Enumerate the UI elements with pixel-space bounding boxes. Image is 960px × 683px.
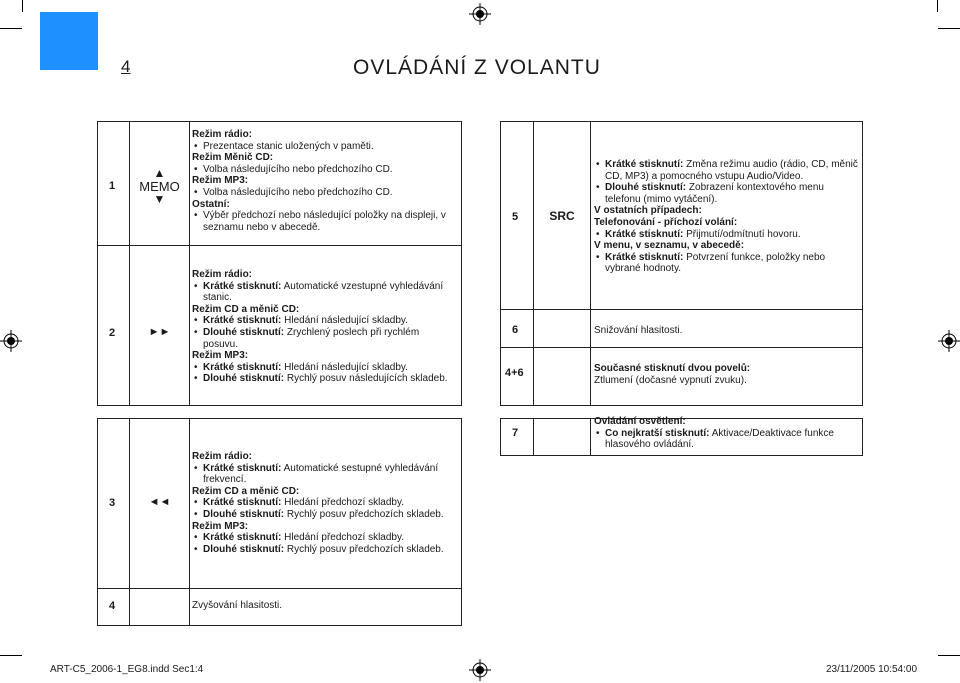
column-divider: [189, 121, 190, 406]
bullet-item: [192, 497, 456, 509]
mode-heading: Ovládání osvětlení:: [594, 416, 686, 427]
press-type-label: Krátké stisknutí:: [203, 462, 282, 474]
bullet-item: • Volba následujícího nebo předchozího CD.: [192, 164, 456, 176]
bullet-item: [594, 229, 858, 241]
press-type-label: Krátké stisknutí:: [605, 251, 684, 263]
bullet-item: • Volba následujícího nebo předchozího CD.: [192, 187, 456, 199]
press-action-text: Hledání předchozí skladby.: [281, 532, 405, 544]
column-divider: [129, 418, 130, 589]
row-4-description: [192, 600, 456, 612]
mode-heading: V ostatních případech:: [594, 205, 702, 217]
registration-mark-icon: [469, 659, 491, 681]
arrow-down-icon: ▼: [153, 192, 166, 206]
press-type-label: Dlouhé stisknutí:: [203, 508, 285, 520]
page-number: 4: [121, 57, 131, 76]
registration-mark-icon: [0, 330, 22, 352]
mode-heading: Režim rádio:: [192, 269, 253, 280]
mode-heading: Telefonování - příchozí volání:: [594, 216, 738, 228]
crop-mark: [0, 28, 22, 29]
description-text: Zvyšování hlasitosti.: [192, 600, 283, 611]
row-divider: [500, 347, 863, 348]
row-number-3: 3: [109, 497, 116, 509]
mode-heading: Režim MP3:: [192, 350, 249, 362]
bullet-item: [594, 159, 858, 182]
footer-file-info: ART-C5_2006-1_EG8.indd Sec1:4: [50, 664, 204, 675]
fast-forward-icon: ►►: [148, 326, 171, 338]
bullet-item: [192, 362, 456, 374]
row-5-description: [594, 159, 858, 275]
page-title: OVLÁDÁNÍ Z VOLANTU: [353, 56, 601, 79]
row-number-1: 1: [109, 180, 116, 192]
footer-date: 23/11/2005 10:54:00: [826, 664, 918, 675]
column-divider: [189, 588, 190, 626]
row-number-7: 7: [512, 427, 519, 439]
press-action-text: Hledání následující skladby.: [281, 315, 408, 327]
column-divider: [590, 418, 591, 456]
press-action-text: Zobrazení kontextového menu telefonu (mimo vytáčení).: [605, 182, 824, 205]
bullet-item: [594, 252, 858, 275]
blue-color-block: [40, 12, 98, 70]
bullet-item: • Prezentace stanic uložených v paměti.: [192, 141, 456, 153]
row-number-5: 5: [512, 211, 519, 223]
press-action-text: Přijmutí/odmítnutí hovoru.: [683, 228, 801, 240]
bullet-item: [192, 532, 456, 544]
bullet-item: [192, 373, 456, 385]
press-type-label: Krátké stisknutí:: [605, 228, 684, 240]
crop-mark: [938, 28, 960, 29]
mode-heading: Režim MP3:: [192, 520, 249, 532]
row-3-description: [192, 451, 456, 555]
press-action-text: Automatické sestupné vyhledávání frekvencí.: [203, 462, 439, 486]
bullet-item: [192, 544, 456, 556]
bullet-item: • Výběr předchozí nebo následující položky na displeji, v seznamu nebo v abecedě.: [192, 210, 456, 233]
crop-mark: [937, 0, 938, 12]
press-action-text: Rychlý posuv následujících skladeb.: [284, 373, 448, 385]
column-divider: [590, 121, 591, 406]
bullet-item: [192, 509, 456, 521]
src-button-label: SRC: [549, 209, 575, 223]
mode-heading: Ostatní:: [192, 198, 230, 210]
mode-heading: Režim rádio:: [192, 129, 253, 140]
description-text: Ztlumení (dočasné vypnutí zvuku).: [594, 374, 747, 386]
bullet-item: [192, 315, 456, 327]
bullet-item: [594, 182, 858, 205]
press-type-label: Dlouhé stisknutí:: [203, 543, 285, 555]
arrow-up-icon: ▲: [153, 166, 166, 180]
press-action-text: Zrychlený poslech při rychlém posuvu.: [203, 326, 420, 350]
registration-mark-icon: [938, 330, 960, 352]
row-number-4-6: 4+6: [505, 367, 524, 379]
registration-mark-icon: [469, 3, 491, 25]
row-number-6: 6: [512, 324, 519, 336]
mode-heading: Režim CD a měnič CD:: [192, 303, 300, 315]
bullet-item: [192, 327, 456, 350]
column-divider: [533, 121, 534, 406]
press-action-text: Aktivace/Deaktivace funkce hlasového ovládání.: [605, 427, 834, 451]
bullet-item: [594, 428, 858, 451]
press-action-text: Automatické vzestupné vyhledávání stanic.: [203, 280, 444, 304]
press-action-text: Rychlý posuv předchozích skladeb.: [284, 508, 444, 520]
mode-heading: Režim Měnič CD:: [192, 152, 274, 164]
column-divider: [129, 588, 130, 626]
press-action-text: Hledání následující skladby.: [281, 361, 408, 373]
crop-mark: [938, 655, 960, 656]
press-type-label: Krátké stisknutí:: [203, 532, 282, 544]
row-1-description: [192, 129, 456, 233]
press-type-label: Dlouhé stisknutí:: [203, 373, 285, 385]
column-divider: [189, 418, 190, 589]
description-text: Snižování hlasitosti.: [594, 325, 683, 336]
bullet-item: [192, 281, 456, 304]
press-action-text: Rychlý posuv předchozích skladeb.: [284, 543, 444, 555]
press-type-label: Krátké stisknutí:: [203, 280, 282, 292]
row-divider: [97, 245, 462, 246]
press-type-label: Dlouhé stisknutí:: [203, 326, 285, 338]
row-4-6-description: [594, 363, 858, 386]
press-action-text: Hledání předchozí skladby.: [281, 497, 405, 509]
bullet-item: [192, 463, 456, 486]
press-type-label: Krátké stisknutí:: [203, 361, 282, 373]
mode-heading: Režim MP3:: [192, 175, 249, 187]
mode-heading: Režim CD a měnič CD:: [192, 485, 300, 497]
row-7-description: [594, 416, 858, 451]
press-type-label: Co nejkratší stisknutí:: [605, 427, 710, 439]
crop-mark: [0, 655, 22, 656]
row-divider: [500, 309, 863, 310]
press-type-label: Dlouhé stisknutí:: [605, 182, 687, 194]
mode-heading: Režim rádio:: [192, 451, 253, 462]
press-action-text: Změna režimu audio (rádio, CD, měnič CD, MP3) a pomocného vstupu Audio/Video.: [605, 159, 858, 182]
row-number-4: 4: [109, 600, 116, 612]
rewind-icon: ◄◄: [148, 496, 171, 508]
row-number-2: 2: [109, 327, 116, 339]
mode-heading: Současné stisknutí dvou povelů:: [594, 363, 751, 374]
column-divider: [129, 121, 130, 406]
crop-mark: [22, 0, 23, 12]
mode-heading: V menu, v seznamu, v abecedě:: [594, 240, 745, 252]
row-2-description: [192, 269, 456, 385]
row-6-description: [594, 325, 858, 337]
press-type-label: Krátké stisknutí:: [203, 315, 282, 327]
column-divider: [533, 418, 534, 456]
press-type-label: Krátké stisknutí:: [605, 159, 684, 170]
press-action-text: Potvrzení funkce, položky nebo vybrané hodnoty.: [605, 251, 826, 275]
memo-button-symbol: [132, 167, 187, 206]
memo-label: MEMO: [139, 179, 180, 194]
press-type-label: Krátké stisknutí:: [203, 497, 282, 509]
